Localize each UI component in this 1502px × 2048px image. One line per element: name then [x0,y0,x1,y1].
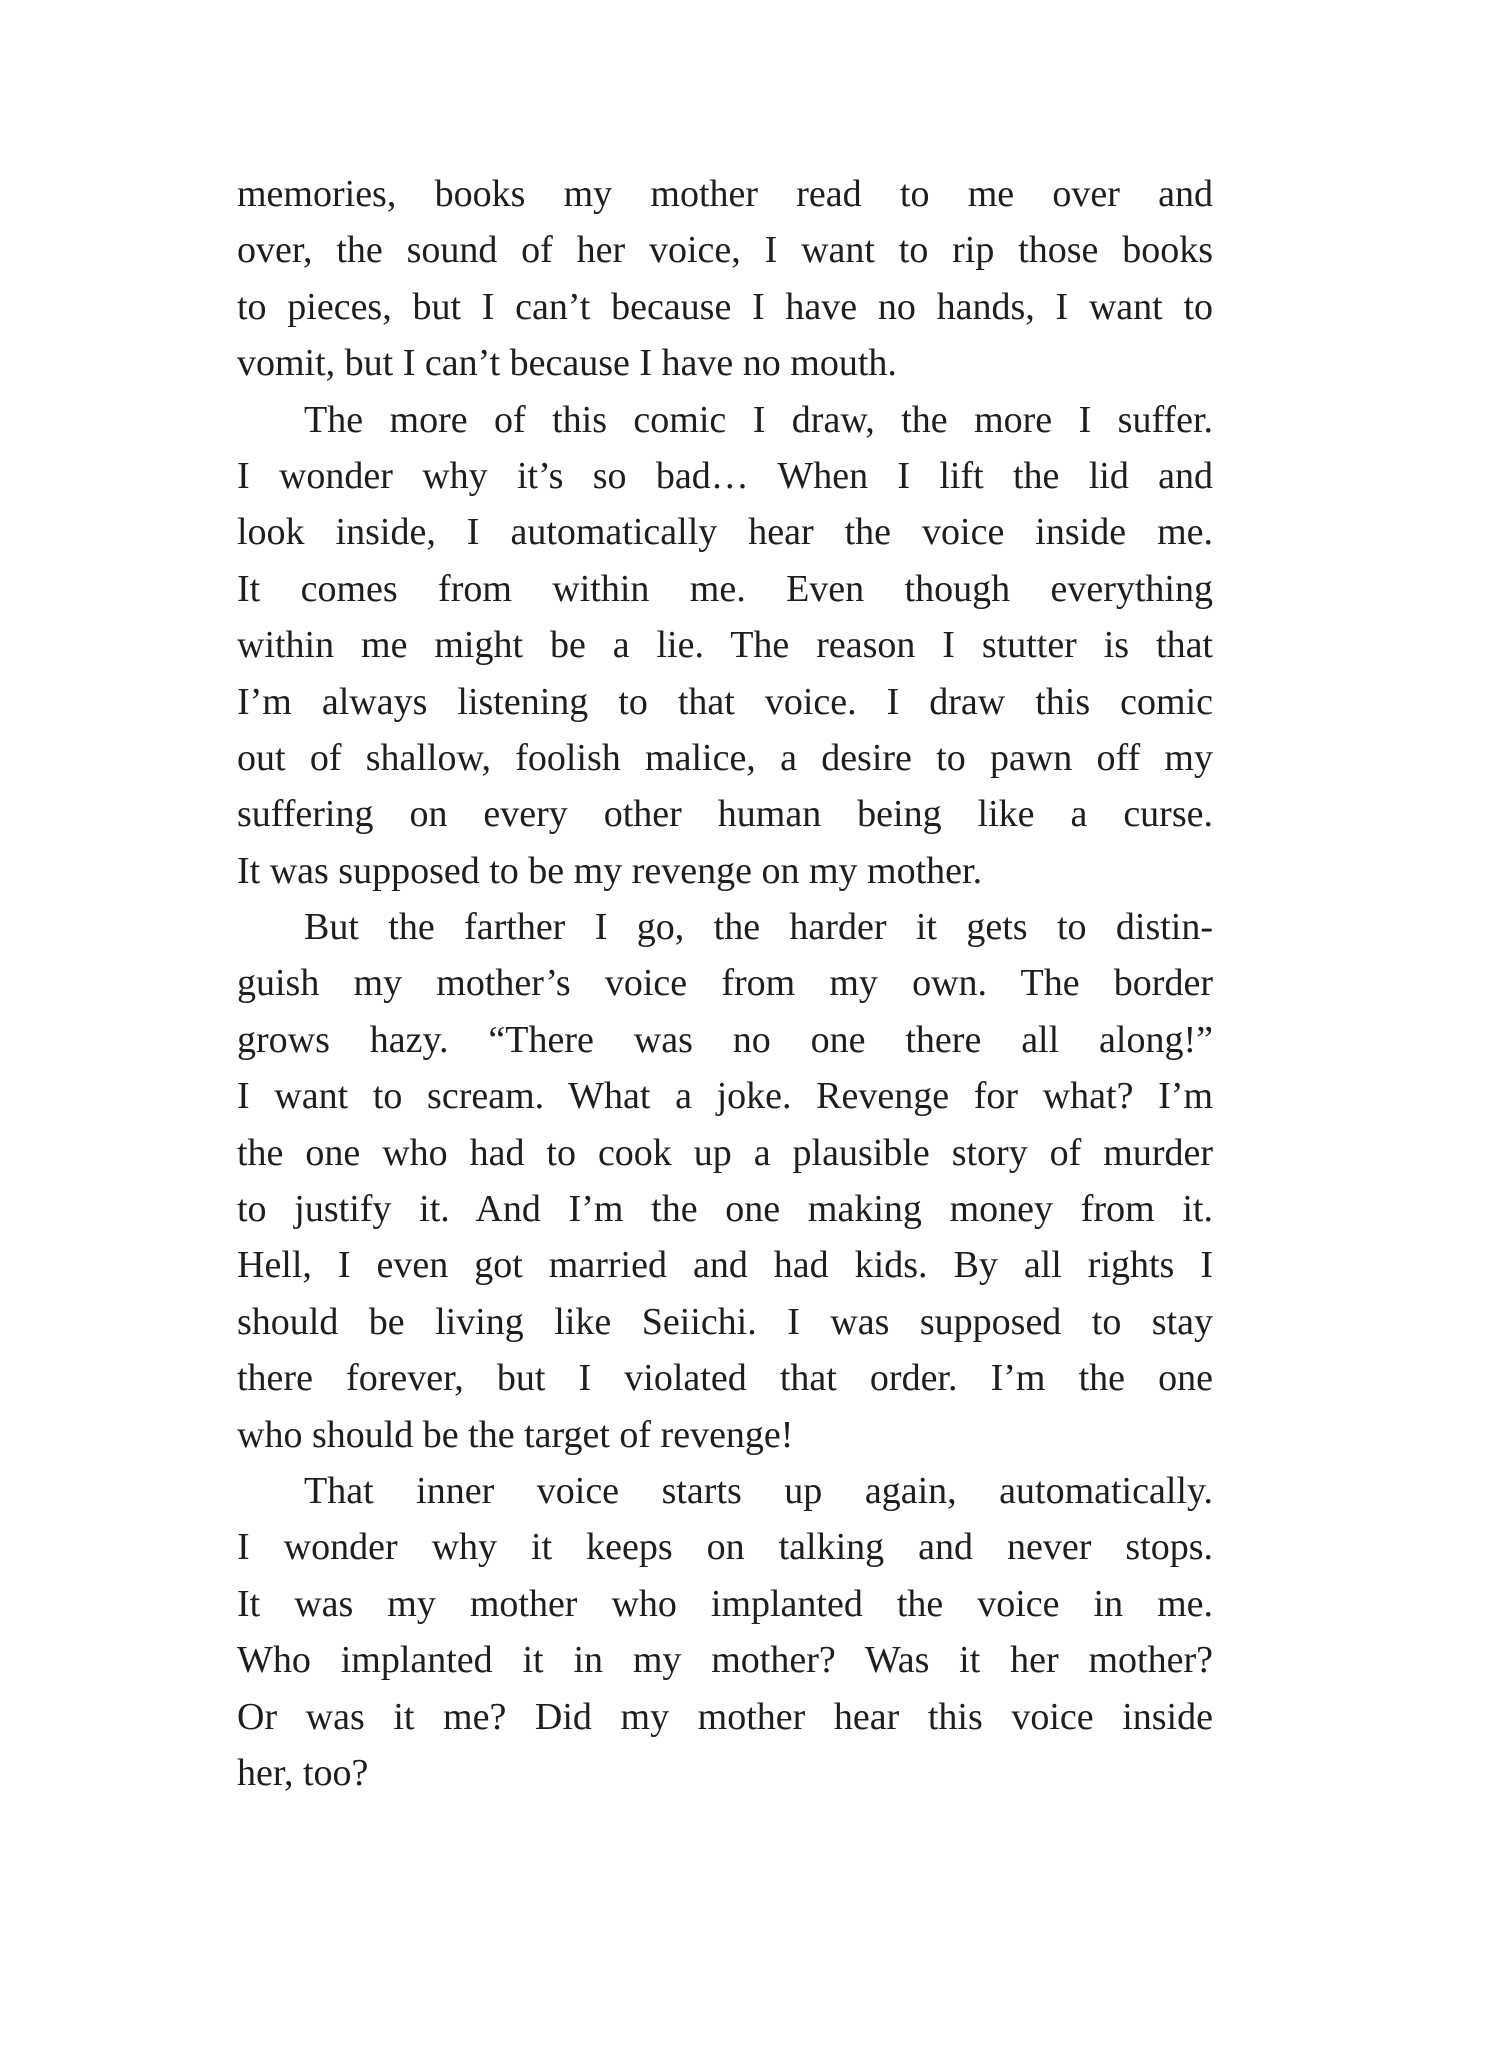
text-line: suffering on every other human being like a curse. [237,793,1213,836]
text-line: to pieces, but I can’t because I have no hands, I want to [237,285,1213,328]
text-line: grows hazy. “There was no one there all along!” [237,1018,1213,1061]
text-line: within me might be a lie. The reason I stutter is that [237,624,1213,667]
paragraph [237,392,1213,900]
text-line: I want to scream. What a joke. Revenge for what? I’m [237,1075,1213,1118]
text-line: It was supposed to be my revenge on my mother. [237,849,983,892]
text-line: I’m always listening to that voice. I draw this comic [237,680,1213,723]
paragraph [237,166,1213,392]
text-line: look inside, I automatically hear the voice inside me. [237,511,1213,554]
text-line: The more of this comic I draw, the more I suffer. [304,398,1213,441]
book-page-text [237,166,1213,1801]
paragraph [237,899,1213,1463]
text-line: there forever, but I violated that order. I’m the one [237,1357,1213,1400]
text-line: memories, books my mother read to me over and [237,173,1213,215]
text-line: the one who had to cook up a plausible story of murder [237,1131,1213,1174]
text-line: who should be the target of revenge! [237,1413,794,1456]
text-line: I wonder why it’s so bad… When I lift the lid and [237,454,1213,497]
text-line: guish my mother’s voice from my own. The border [237,962,1213,1005]
text-line: to justify it. And I’m the one making money from it. [237,1188,1213,1231]
text-line: Who implanted it in my mother? Was it her mother? [237,1639,1213,1682]
text-line: vomit, but I can’t because I have no mouth. [237,342,897,385]
text-line: But the farther I go, the harder it gets to distin- [304,906,1213,949]
text-line: I wonder why it keeps on talking and never stops. [237,1526,1213,1569]
text-line: over, the sound of her voice, I want to rip those books [237,229,1213,272]
text-line: It was my mother who implanted the voice in me. [237,1582,1213,1625]
text-line: It comes from within me. Even though everything [237,567,1213,610]
text-line: That inner voice starts up again, automatically. [304,1469,1213,1512]
text-line: Hell, I even got married and had kids. By all rights I [237,1244,1213,1287]
paragraph [237,1463,1213,1801]
text-line: should be living like Seiichi. I was supposed to stay [237,1300,1213,1343]
text-line: out of shallow, foolish malice, a desire to pawn off my [237,736,1213,779]
text-line: Or was it me? Did my mother hear this voice inside [237,1695,1213,1738]
text-line: her, too? [237,1751,369,1794]
